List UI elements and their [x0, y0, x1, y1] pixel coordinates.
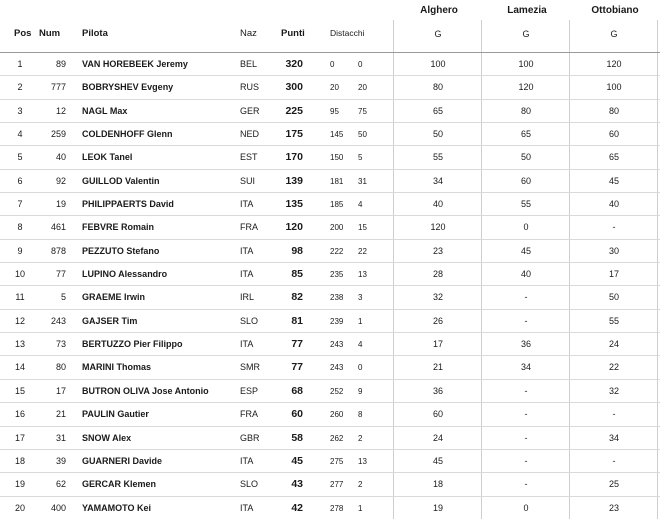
result-lamezia-cell: -: [524, 385, 528, 396]
table-row: [0, 215, 660, 238]
gap-leader-cell: 262: [330, 433, 344, 443]
result-lamezia-cell: 65: [520, 129, 531, 140]
gap-leader-cell: 238: [330, 293, 344, 303]
num-cell: 243: [50, 315, 66, 326]
result-lamezia-cell: 80: [520, 105, 531, 116]
num-cell: 92: [55, 175, 66, 186]
result-alghero-cell: 36: [432, 385, 443, 396]
result-alghero-cell: 45: [432, 455, 443, 466]
punti-cell: 81: [291, 314, 303, 327]
gap-leader-cell: 222: [330, 246, 344, 256]
result-lamezia-cell: 45: [520, 245, 531, 256]
punti-cell: 320: [285, 58, 303, 70]
venue-ottobiano: Ottobiano: [591, 5, 639, 16]
pilota-cell: GRAEME Irwin: [82, 292, 146, 303]
num-cell: 40: [55, 152, 66, 163]
gap-prev-cell: 31: [358, 176, 367, 186]
gap-prev-cell: 2: [358, 480, 363, 490]
result-ottobiano-cell: 32: [608, 385, 619, 396]
punti-cell: 139: [285, 174, 303, 187]
naz-cell: GER: [240, 105, 260, 116]
pilota-cell: PEZZUTO Stefano: [82, 245, 160, 256]
header-pos: Pos: [14, 28, 32, 39]
result-alghero-cell: 19: [432, 502, 443, 513]
result-lamezia-cell: -: [524, 479, 528, 490]
pilota-cell: LEOK Tanel: [82, 152, 133, 163]
result-alghero-cell: 26: [432, 315, 443, 326]
result-lamezia-cell: 40: [520, 269, 531, 280]
result-alghero-cell: 100: [430, 59, 446, 69]
result-alghero-cell: 23: [432, 245, 443, 256]
header-punti: Punti: [281, 28, 305, 39]
header-pilota: Pilota: [82, 28, 108, 39]
gap-leader-cell: 252: [330, 386, 344, 396]
result-ottobiano-cell: 60: [608, 129, 619, 140]
result-ottobiano-cell: 100: [606, 82, 622, 93]
result-alghero-cell: 120: [430, 222, 446, 233]
table-row: [0, 426, 660, 449]
gap-prev-cell: 8: [358, 410, 363, 420]
gap-prev-cell: 5: [358, 153, 363, 163]
punti-cell: 43: [291, 478, 303, 491]
header-g-alghero: G: [434, 29, 442, 39]
table-row: [0, 99, 660, 122]
pos-cell: 2: [17, 82, 23, 93]
table-row: [0, 145, 660, 168]
pos-cell: 10: [14, 269, 25, 280]
pos-cell: 16: [14, 409, 25, 420]
gap-prev-cell: 0: [358, 363, 363, 373]
result-ottobiano-cell: -: [612, 222, 616, 233]
result-alghero-cell: 50: [432, 129, 443, 140]
result-ottobiano-cell: 22: [608, 362, 619, 373]
naz-cell: ITA: [240, 199, 254, 210]
punti-cell: 98: [291, 244, 303, 257]
pos-cell: 5: [17, 152, 23, 163]
gap-prev-cell: 13: [358, 270, 367, 280]
gap-leader-cell: 0: [330, 60, 335, 69]
num-cell: 21: [55, 409, 66, 420]
pilota-cell: PAULIN Gautier: [82, 409, 149, 420]
result-lamezia-cell: 100: [518, 59, 534, 69]
naz-cell: ESP: [240, 385, 259, 396]
punti-cell: 225: [285, 104, 303, 117]
gap-prev-cell: 9: [358, 386, 363, 396]
result-lamezia-cell: 55: [520, 199, 531, 210]
result-lamezia-cell: 120: [518, 82, 534, 93]
num-cell: 62: [55, 479, 66, 490]
gap-prev-cell: 1: [358, 316, 363, 326]
gap-prev-cell: 1: [358, 503, 363, 513]
result-lamezia-cell: -: [524, 409, 528, 420]
num-cell: 777: [50, 82, 66, 93]
result-ottobiano-cell: 23: [608, 502, 619, 513]
result-alghero-cell: 34: [432, 175, 443, 186]
table-body: [0, 52, 660, 519]
result-lamezia-cell: 34: [520, 362, 531, 373]
num-cell: 17: [55, 385, 66, 396]
pilota-cell: GUARNERI Davide: [82, 455, 163, 466]
result-alghero-cell: 80: [432, 82, 443, 93]
header-distacchi: Distacchi: [330, 28, 365, 38]
table-row: [0, 192, 660, 215]
pos-cell: 18: [14, 455, 25, 466]
pos-cell: 20: [14, 502, 25, 513]
result-ottobiano-cell: 30: [608, 245, 619, 256]
naz-cell: SMR: [240, 362, 260, 373]
punti-cell: 175: [285, 128, 303, 141]
punti-cell: 45: [291, 454, 303, 467]
result-lamezia-cell: -: [524, 455, 528, 466]
result-alghero-cell: 18: [432, 479, 443, 490]
result-ottobiano-cell: 17: [608, 269, 619, 280]
table-row: [0, 169, 660, 192]
naz-cell: GBR: [240, 432, 260, 443]
naz-cell: FRA: [240, 409, 258, 420]
column-header-row: [0, 20, 660, 50]
num-cell: 12: [55, 105, 66, 116]
gap-leader-cell: 200: [330, 223, 344, 233]
result-lamezia-cell: -: [524, 292, 528, 303]
num-cell: 259: [50, 129, 66, 140]
naz-cell: IRL: [240, 292, 255, 303]
gap-prev-cell: 2: [358, 433, 363, 443]
result-lamezia-cell: -: [524, 315, 528, 326]
result-alghero-cell: 55: [432, 152, 443, 163]
venue-alghero: Alghero: [420, 5, 458, 16]
table-row: [0, 496, 660, 519]
result-ottobiano-cell: -: [612, 455, 616, 466]
venue-lamezia: Lamezia: [507, 5, 547, 16]
result-lamezia-cell: 0: [523, 502, 529, 513]
gap-leader-cell: 243: [330, 363, 344, 373]
pilota-cell: VAN HOREBEEK Jeremy: [82, 59, 188, 69]
result-alghero-cell: 28: [432, 269, 443, 280]
num-cell: 39: [55, 455, 66, 466]
pos-cell: 19: [14, 479, 25, 490]
pos-cell: 11: [15, 292, 25, 303]
gap-prev-cell: 13: [358, 456, 367, 466]
gap-leader-cell: 145: [330, 130, 344, 140]
result-ottobiano-cell: 24: [608, 339, 619, 350]
punti-cell: 42: [291, 501, 303, 514]
gap-leader-cell: 185: [330, 200, 344, 210]
num-cell: 31: [55, 432, 66, 443]
header-naz: Naz: [240, 28, 257, 39]
punti-cell: 60: [291, 408, 303, 421]
pilota-cell: NAGL Max: [82, 105, 128, 116]
naz-cell: ITA: [240, 455, 254, 466]
table-row: [0, 52, 660, 75]
pilota-cell: GERCAR Klemen: [82, 479, 157, 490]
pilota-cell: BUTRON OLIVA Jose Antonio: [82, 385, 209, 396]
result-alghero-cell: 60: [432, 409, 443, 420]
punti-cell: 85: [291, 268, 303, 281]
gap-prev-cell: 4: [358, 200, 363, 210]
naz-cell: NED: [240, 129, 260, 140]
naz-cell: SUI: [240, 175, 256, 186]
gap-prev-cell: 20: [358, 83, 367, 93]
punti-cell: 170: [285, 151, 303, 164]
pilota-cell: LUPINO Alessandro: [82, 269, 168, 280]
header-g-ottobiano: G: [610, 29, 618, 39]
pilota-cell: SNOW Alex: [82, 432, 132, 443]
naz-cell: ITA: [240, 339, 254, 350]
table-row: [0, 239, 660, 262]
gap-leader-cell: 20: [330, 83, 339, 93]
pos-cell: 8: [17, 222, 23, 233]
pilota-cell: GUILLOD Valentin: [82, 175, 160, 186]
num-cell: 400: [50, 502, 66, 513]
result-ottobiano-cell: 120: [606, 59, 622, 69]
pilota-cell: YAMAMOTO Kei: [82, 502, 152, 513]
pilota-cell: COLDENHOFF Glenn: [82, 129, 173, 140]
result-ottobiano-cell: 50: [608, 292, 619, 303]
result-lamezia-cell: 50: [520, 152, 531, 163]
result-ottobiano-cell: 55: [608, 315, 619, 326]
venue-header-row: [0, 0, 660, 20]
naz-cell: RUS: [240, 82, 260, 93]
pos-cell: 3: [17, 105, 23, 116]
pos-cell: 14: [14, 362, 25, 373]
header-num: Num: [39, 28, 61, 39]
num-cell: 77: [55, 269, 66, 280]
num-cell: 73: [55, 339, 66, 350]
result-lamezia-cell: 36: [520, 339, 531, 350]
table-row: [0, 449, 660, 472]
pos-cell: 4: [17, 129, 23, 140]
table-row: [0, 122, 660, 145]
gap-leader-cell: 260: [330, 410, 344, 420]
naz-cell: BEL: [240, 59, 258, 69]
pilota-cell: GAJSER Tim: [82, 315, 138, 326]
pos-cell: 7: [17, 199, 23, 210]
pilota-cell: BOBRYSHEV Evgeny: [82, 82, 174, 93]
result-ottobiano-cell: 80: [608, 105, 619, 116]
punti-cell: 58: [291, 431, 303, 444]
gap-leader-cell: 278: [330, 503, 344, 513]
gap-leader-cell: 95: [330, 106, 339, 116]
header-g-lamezia: G: [522, 29, 530, 39]
punti-cell: 82: [291, 291, 303, 304]
naz-cell: FRA: [240, 222, 258, 233]
gap-leader-cell: 239: [330, 316, 344, 326]
gap-prev-cell: 22: [358, 246, 367, 256]
result-alghero-cell: 17: [432, 339, 443, 350]
pos-cell: 15: [14, 385, 25, 396]
naz-cell: SLO: [240, 315, 259, 326]
pos-cell: 9: [17, 245, 23, 256]
naz-cell: SLO: [240, 479, 259, 490]
gap-prev-cell: 3: [358, 293, 363, 303]
table-row: [0, 75, 660, 98]
table-row: [0, 332, 660, 355]
gap-leader-cell: 243: [330, 340, 344, 350]
result-ottobiano-cell: 40: [608, 199, 619, 210]
gap-prev-cell: 50: [358, 130, 367, 140]
pilota-cell: MARINI Thomas: [82, 362, 152, 373]
punti-cell: 120: [285, 221, 303, 234]
result-ottobiano-cell: -: [612, 409, 616, 420]
result-lamezia-cell: 0: [523, 222, 529, 233]
result-alghero-cell: 21: [432, 362, 443, 373]
result-ottobiano-cell: 45: [608, 175, 619, 186]
table-row: [0, 262, 660, 285]
result-alghero-cell: 65: [432, 105, 443, 116]
gap-prev-cell: 0: [358, 60, 363, 69]
result-ottobiano-cell: 25: [608, 479, 619, 490]
gap-leader-cell: 235: [330, 270, 344, 280]
punti-cell: 77: [291, 361, 303, 374]
result-ottobiano-cell: 34: [608, 432, 619, 443]
table-row: [0, 309, 660, 332]
num-cell: 80: [55, 362, 66, 373]
result-ottobiano-cell: 65: [608, 152, 619, 163]
naz-cell: ITA: [240, 502, 254, 513]
num-cell: 19: [55, 199, 66, 210]
table-row: [0, 355, 660, 378]
table-row: [0, 402, 660, 425]
num-cell: 5: [60, 292, 66, 303]
table-row: [0, 285, 660, 308]
gap-prev-cell: 75: [358, 106, 367, 116]
result-alghero-cell: 24: [432, 432, 443, 443]
table-row: [0, 472, 660, 495]
num-cell: 878: [50, 245, 66, 256]
punti-cell: 135: [285, 198, 303, 211]
gap-leader-cell: 275: [330, 456, 344, 466]
pos-cell: 13: [14, 339, 25, 350]
gap-leader-cell: 181: [330, 176, 344, 186]
pilota-cell: BERTUZZO Pier Filippo: [82, 339, 183, 350]
gap-leader-cell: 150: [330, 153, 344, 163]
naz-cell: EST: [240, 152, 258, 163]
pilota-cell: PHILIPPAERTS David: [82, 199, 174, 210]
punti-cell: 300: [285, 81, 303, 94]
pos-cell: 17: [14, 432, 25, 443]
result-lamezia-cell: -: [524, 432, 528, 443]
result-alghero-cell: 40: [432, 199, 443, 210]
naz-cell: ITA: [240, 269, 254, 280]
num-cell: 461: [50, 222, 66, 233]
punti-cell: 77: [291, 338, 303, 351]
pos-cell: 6: [17, 175, 23, 186]
pilota-cell: FEBVRE Romain: [82, 222, 155, 233]
result-lamezia-cell: 60: [520, 175, 531, 186]
gap-prev-cell: 15: [358, 223, 367, 233]
pos-cell: 12: [14, 315, 25, 326]
table-row: [0, 379, 660, 402]
result-alghero-cell: 32: [432, 292, 443, 303]
gap-prev-cell: 4: [358, 340, 363, 350]
num-cell: 89: [55, 59, 66, 69]
naz-cell: ITA: [240, 245, 254, 256]
gap-leader-cell: 277: [330, 480, 344, 490]
pos-cell: 1: [17, 59, 23, 69]
punti-cell: 68: [291, 384, 303, 397]
